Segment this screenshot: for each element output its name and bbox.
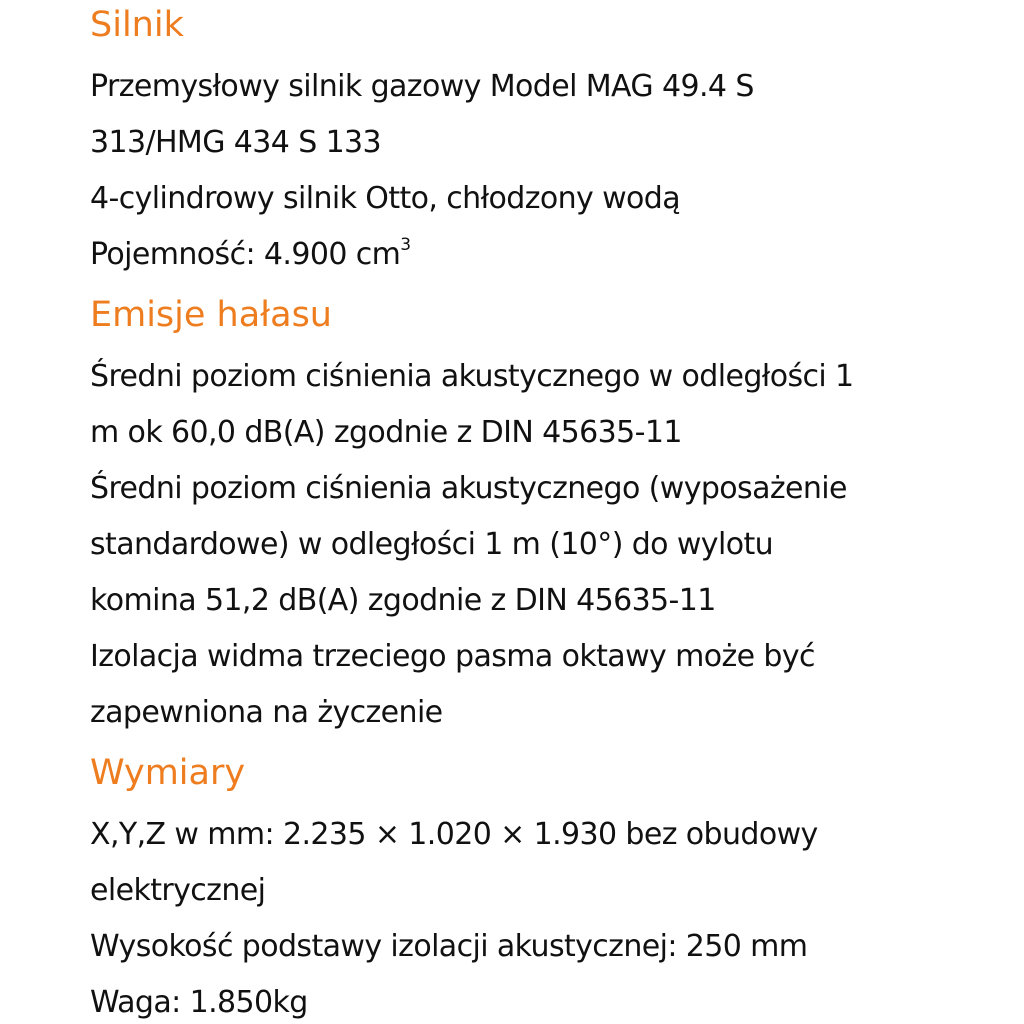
- dimensions-line-2: elektrycznej: [90, 873, 266, 908]
- heading-emisje-halasu: Emisje hałasu: [90, 295, 332, 335]
- heading-silnik: Silnik: [90, 5, 184, 45]
- heading-wymiary: Wymiary: [90, 753, 246, 793]
- noise-line-3: Średni poziom ciśnienia akustycznego (wyposażenie: [90, 471, 847, 506]
- engine-model-line-1: Przemysłowy silnik gazowy Model MAG 49.4 S: [90, 69, 754, 104]
- engine-capacity-text: Pojemność: 4.900 cm: [90, 237, 401, 272]
- noise-line-6: Izolacja widma trzeciego pasma oktawy może być: [90, 639, 815, 674]
- noise-line-1: Średni poziom ciśnienia akustycznego w odległości 1: [90, 359, 854, 394]
- base-height-line: Wysokość podstawy izolacji akustycznej: 250 mm: [90, 929, 808, 964]
- weight-line: Waga: 1.850kg: [90, 985, 308, 1020]
- engine-capacity-superscript: 3: [400, 235, 411, 255]
- noise-line-2: m ok 60,0 dB(A) zgodnie z DIN 45635-11: [90, 415, 682, 450]
- engine-capacity-line: [90, 235, 411, 272]
- dimensions-line-1: X,Y,Z w mm: 2.235 × 1.020 × 1.930 bez obudowy: [90, 817, 818, 852]
- engine-type-line: 4-cylindrowy silnik Otto, chłodzony wodą: [90, 181, 681, 216]
- noise-line-4: standardowe) w odległości 1 m (10°) do wylotu: [90, 527, 774, 562]
- engine-model-line-2: 313/HMG 434 S 133: [90, 125, 382, 160]
- noise-line-7: zapewniona na życzenie: [90, 695, 443, 730]
- noise-line-5: komina 51,2 dB(A) zgodnie z DIN 45635-11: [90, 583, 716, 618]
